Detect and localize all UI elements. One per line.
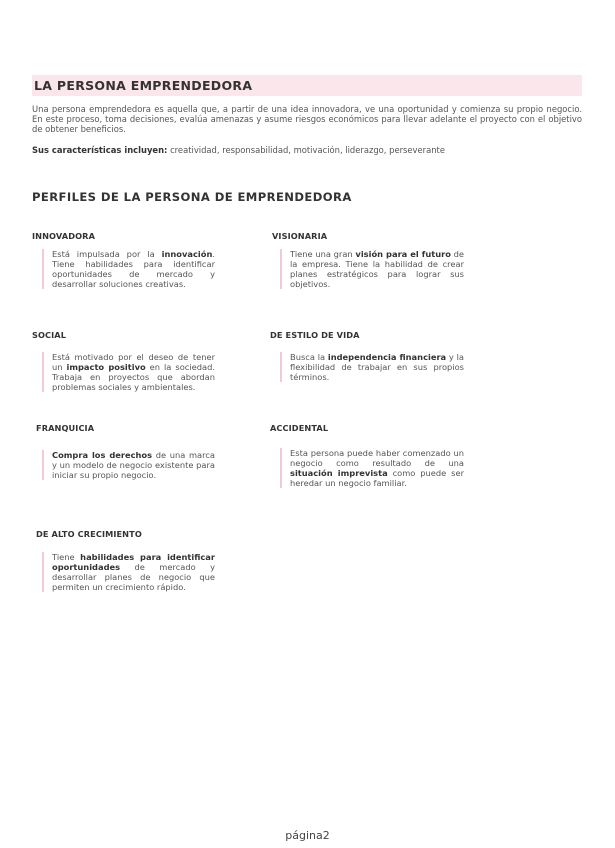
profile-body-estilo-vida: Busca la independencia financiera y la flexibilidad de trabajar en sus propios términos.	[280, 352, 464, 382]
profile-title-innovadora: INNOVADORA	[32, 231, 96, 241]
profile-title-franquicia: FRANQUICIA	[36, 423, 95, 433]
profile-body-franquicia: Compra los derechos de una marca y un modelo de negocio existente para iniciar su propio negocio.	[42, 450, 215, 480]
profile-title-alto-crecimiento: DE ALTO CRECIMIENTO	[36, 529, 142, 539]
features-text: creatividad, responsabilidad, motivación, liderazgo, perseverante	[167, 145, 445, 155]
profile-body-innovadora: Está impulsada por la innovación. Tiene habilidades para identificar oportunidades de mercado y desarrollar soluciones creativas.	[42, 249, 215, 289]
profiles-title: PERFILES DE LA PERSONA DE EMPRENDEDORA	[32, 190, 352, 204]
section-title: LA PERSONA EMPRENDEDORA	[32, 75, 582, 96]
page-number: página2	[285, 829, 330, 842]
profile-body-visionaria: Tiene una gran visión para el futuro de la empresa. Tiene la habilidad de crear planes estratégicos para lograr sus objetivos.	[280, 249, 464, 289]
features-label: Sus características incluyen:	[32, 145, 168, 155]
profile-title-accidental: ACCIDENTAL	[270, 423, 329, 433]
profile-body-alto-crecimiento: Tiene habilidades para identificar oportunidades de mercado y desarrollar planes de negocio que permiten un crecimiento rápido.	[42, 552, 215, 592]
intro-paragraph: Una persona emprendedora es aquella que, a partir de una idea innovadora, ve una oportunidad y comienza su propio negocio. En este proceso, toma decisiones, evalúa amenazas y asume riesgos económicos para llevar adelante el proyecto con el objetivo de obtener beneficios.	[32, 104, 582, 135]
profile-body-accidental: Esta persona puede haber comenzado un negocio como resultado de una situación imprevista como puede ser heredar un negocio familiar.	[280, 448, 464, 488]
features-line	[32, 145, 582, 156]
profile-title-estilo-vida: DE ESTILO DE VIDA	[270, 330, 360, 340]
profile-title-visionaria: VISIONARIA	[272, 231, 328, 241]
profile-body-social: Está motivado por el deseo de tener un impacto positivo en la sociedad. Trabaja en proyectos que abordan problemas sociales y ambientales.	[42, 352, 215, 392]
profile-title-social: SOCIAL	[32, 330, 67, 340]
